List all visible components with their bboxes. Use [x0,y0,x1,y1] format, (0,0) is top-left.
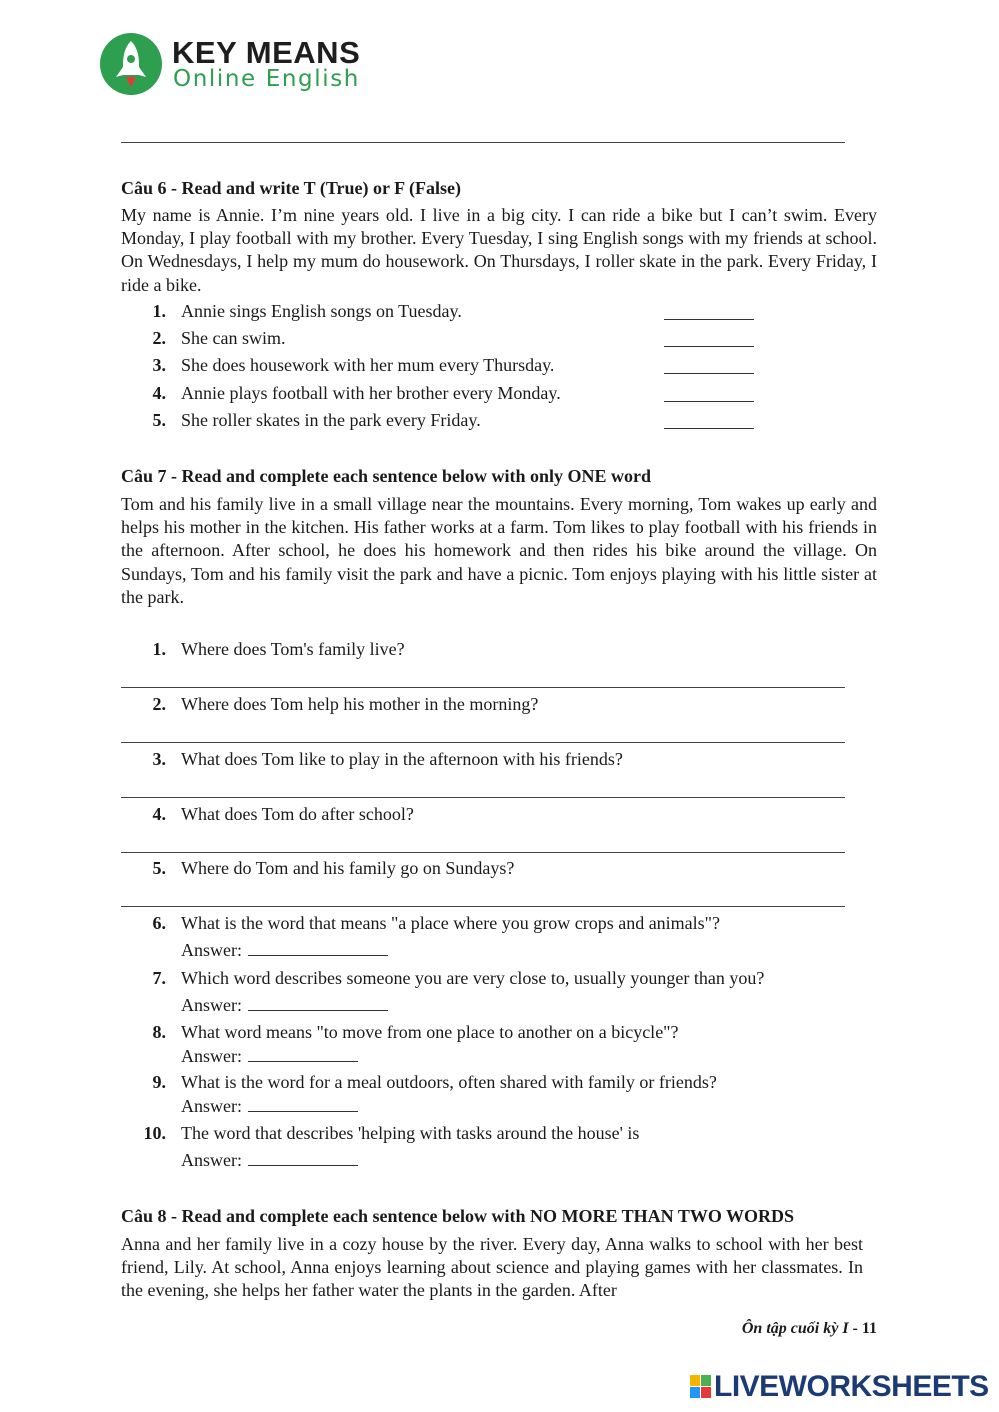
answer-label: Answer: [181,995,242,1015]
question-text: Which word describes someone you are very close to, usually younger than you? [181,968,765,988]
logo-title: KEY MEANS [172,35,361,70]
answer-line[interactable] [121,687,845,688]
tf-item-1 [121,301,761,325]
answer-row [181,1046,358,1067]
answer-line[interactable] [121,852,845,853]
answer-line[interactable] [121,797,845,798]
answer-blank[interactable] [248,954,388,956]
question-text: Where do Tom and his family go on Sundays? [181,858,515,878]
question-number: 1. [152,639,166,659]
item-text: Annie sings English songs on Tuesday. [181,301,462,321]
question-number: 8. [152,1022,166,1042]
answer-row [181,995,388,1016]
page-footer [742,1320,877,1338]
section8-passage: Anna and her family live in a cozy house by the river. Every day, Anna walks to school with her best friend, Lily. At school, Anna enjoys learning about science and playing games with her classmates. In the evening, she helps her father water the plants in the garden. After [121,1234,863,1301]
tf-item-3 [121,355,761,379]
question-text: What is the word for a meal outdoors, often shared with family or friends? [181,1072,717,1092]
item-text: She does housework with her mum every Thursday. [181,355,555,375]
section6-heading: Câu 6 - Read and write T (True) or F (False) [121,178,461,198]
item-number: 1. [152,301,166,321]
question-number: 4. [152,804,166,824]
answer-blank[interactable] [664,428,754,429]
question-text: Where does Tom help his mother in the morning? [181,694,539,714]
answer-blank[interactable] [248,1060,358,1062]
item-text: She roller skates in the park every Friday. [181,410,481,430]
liveworksheets-text: LIVEWORKSHEETS [714,1370,989,1403]
logo-subtitle: Online English [173,66,360,92]
question-text: What is the word that means "a place where you grow crops and animals"? [181,913,721,933]
answer-blank[interactable] [664,319,754,320]
tf-item-2 [121,328,761,352]
section6-passage: My name is Annie. I’m nine years old. I live in a big city. I can ride a bike but I can’t swim. Every Monday, I play football with my brother. Every Tuesday, I sing English songs with my friends at school. On Wednesdays, I help my mum do housework. On Thursdays, I roller skate in the park. Every Friday, I ride a bike. [121,205,877,295]
section7-passage: Tom and his family live in a small village near the mountains. Every morning, Tom wakes up early and helps his mother in the kitchen. His father works at a farm. Tom likes to play football with his friends in the afternoon. After school, he does his homework and then rides his bike around the village. On Sundays, Tom and his family visit the park and have a picnic. Tom enjoys playing with his little sister at the park. [121,494,877,607]
question-text: What does Tom like to play in the afternoon with his friends? [181,749,623,769]
liveworksheets-logo [690,1372,990,1402]
answer-line[interactable] [121,906,845,907]
question-text: What word means "to move from one place to another on a bicycle"? [181,1022,679,1042]
item-text: She can swim. [181,328,286,348]
item-number: 4. [152,383,166,403]
answer-blank[interactable] [248,1009,388,1011]
answer-row [181,1096,358,1117]
answer-blank[interactable] [664,401,754,402]
section8-heading: Câu 8 - Read and complete each sentence below with NO MORE THAN TWO WORDS [121,1206,795,1226]
liveworksheets-icon [690,1375,712,1399]
item-number: 2. [152,328,166,348]
question-number: 10. [143,1123,166,1143]
tf-item-4 [121,383,761,407]
page-number: 11 [861,1320,877,1337]
answer-blank[interactable] [664,346,754,347]
answer-label: Answer: [181,940,242,960]
question-number: 5. [152,858,166,878]
question-number: 2. [152,694,166,714]
question-text: The word that describes 'helping with tasks around the house' is [181,1123,640,1143]
answer-label: Answer: [181,1150,242,1170]
question-number: 9. [152,1072,166,1092]
question-number: 3. [152,749,166,769]
answer-blank[interactable] [248,1110,358,1112]
item-number: 3. [152,355,166,375]
question-number: 7. [152,968,166,988]
header-divider [121,142,845,143]
question-text: What does Tom do after school? [181,804,414,824]
answer-blank[interactable] [664,373,754,374]
answer-row [181,940,388,961]
footer-separator: - [848,1320,862,1337]
tf-item-5 [121,410,761,434]
question-number: 6. [152,913,166,933]
rocket-icon [100,33,162,95]
keymeans-logo [100,33,400,95]
section7-heading: Câu 7 - Read and complete each sentence below with only ONE word [121,466,651,486]
item-text: Annie plays football with her brother every Monday. [181,383,561,403]
footer-text: Ôn tập cuối kỳ I [741,1320,849,1337]
answer-line[interactable] [121,742,845,743]
answer-row [181,1150,358,1171]
item-number: 5. [152,410,166,430]
answer-blank[interactable] [248,1164,358,1166]
question-text: Where does Tom's family live? [181,639,405,659]
answer-label: Answer: [181,1096,242,1116]
answer-label: Answer: [181,1046,242,1066]
